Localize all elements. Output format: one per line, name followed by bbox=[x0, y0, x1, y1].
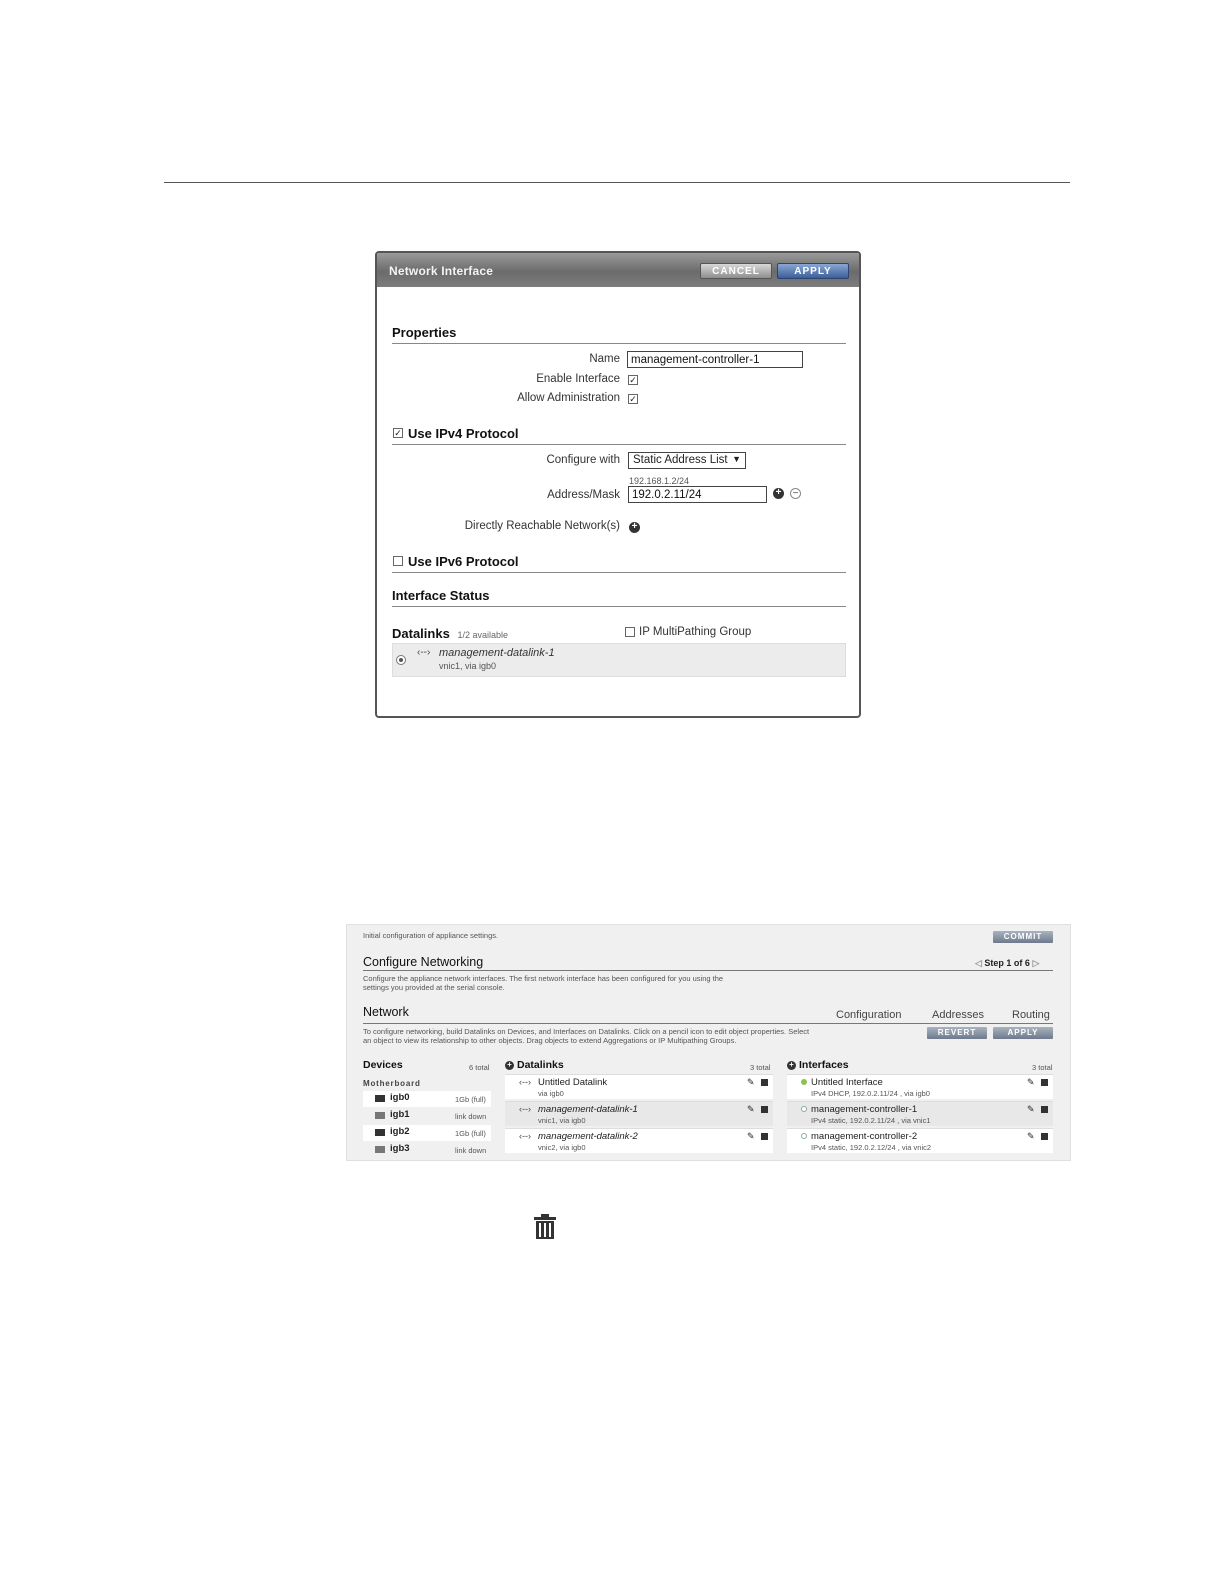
network-apply-button[interactable]: APPLY bbox=[993, 1027, 1053, 1039]
revert-button[interactable]: REVERT bbox=[927, 1027, 987, 1039]
interface-card-name: Untitled Interface bbox=[811, 1077, 883, 1088]
remove-address-icon[interactable]: − bbox=[790, 488, 801, 499]
interfaces-col-heading: Interfaces bbox=[799, 1059, 849, 1071]
datalink-icon: ‹--› bbox=[417, 647, 431, 658]
next-step-icon[interactable]: ▷ bbox=[1029, 958, 1040, 968]
trash-icon[interactable] bbox=[761, 1079, 768, 1086]
datalink-icon: ‹--› bbox=[519, 1077, 531, 1087]
description-line1: Configure the appliance network interfaces. The first network interface has been configured for you using the bbox=[363, 974, 724, 983]
port-down-icon bbox=[375, 1146, 385, 1153]
datalinks-heading bbox=[392, 626, 846, 644]
enable-interface-checkbox[interactable]: ✓ bbox=[629, 375, 637, 385]
ipv4-heading: Use IPv4 Protocol bbox=[392, 426, 846, 445]
enable-interface-label: Enable Interface bbox=[536, 373, 620, 385]
pencil-icon[interactable]: ✎ bbox=[747, 1104, 755, 1114]
datalink-name: management-datalink-1 bbox=[439, 647, 555, 659]
help-line2: an object to view its relationship to other objects. Drag objects to extend Aggregations or IP Multipathing Groups. bbox=[363, 1036, 737, 1045]
interface-status-heading: Interface Status bbox=[392, 588, 846, 607]
trash-icon[interactable] bbox=[761, 1133, 768, 1140]
step-text: Step 1 of 6 bbox=[984, 958, 1030, 968]
dialog-titlebar bbox=[377, 253, 859, 287]
cancel-button[interactable]: CANCEL bbox=[700, 263, 772, 279]
allow-admin-checkbox[interactable]: ✓ bbox=[629, 394, 637, 404]
pencil-icon[interactable]: ✎ bbox=[1027, 1131, 1035, 1141]
title-divider bbox=[363, 970, 1053, 971]
datalink-card[interactable] bbox=[505, 1101, 773, 1126]
dropdown-arrow-icon: ▼ bbox=[732, 454, 741, 464]
status-led-icon bbox=[801, 1133, 807, 1139]
interfaces-total: 3 total bbox=[1032, 1063, 1053, 1072]
device-status: 1Gb (full) bbox=[455, 1095, 486, 1104]
trash-icon[interactable] bbox=[1041, 1133, 1048, 1140]
interface-card-name: management-controller-2 bbox=[811, 1131, 918, 1142]
datalink-icon: ‹--› bbox=[519, 1104, 531, 1114]
ipmp-label: IP MultiPathing Group bbox=[639, 626, 752, 638]
interface-card-detail: IPv4 static, 192.0.2.11/24 , via vnic1 bbox=[811, 1116, 931, 1125]
ipmp-checkbox[interactable] bbox=[625, 627, 635, 637]
interface-card-detail: IPv4 DHCP, 192.0.2.11/24 , via igb0 bbox=[811, 1089, 930, 1098]
datalink-row[interactable] bbox=[392, 643, 846, 677]
device-status: link down bbox=[455, 1112, 487, 1121]
port-up-icon bbox=[375, 1129, 385, 1136]
device-status: link down bbox=[455, 1146, 487, 1155]
tab-routing[interactable]: Routing bbox=[1012, 1009, 1050, 1021]
page-title: Configure Networking bbox=[363, 955, 484, 969]
status-led-icon bbox=[801, 1079, 807, 1085]
pencil-icon[interactable]: ✎ bbox=[747, 1077, 755, 1087]
address-mask-label: Address/Mask bbox=[547, 489, 620, 501]
datalinks-col-heading: Datalinks bbox=[517, 1059, 564, 1071]
step-indicator bbox=[975, 958, 1039, 969]
device-row[interactable] bbox=[363, 1108, 491, 1124]
address-hint: 192.168.1.2/24 bbox=[629, 476, 690, 486]
interface-card[interactable] bbox=[787, 1101, 1053, 1126]
network-divider bbox=[363, 1023, 1053, 1024]
description-line2: settings you provided at the serial console. bbox=[363, 983, 505, 992]
datalinks-available: 1/2 available bbox=[457, 630, 508, 640]
datalink-card-name: management-datalink-2 bbox=[538, 1131, 638, 1142]
prev-step-icon[interactable]: ◁ bbox=[975, 958, 985, 968]
device-name: igb1 bbox=[390, 1109, 410, 1120]
tab-addresses[interactable]: Addresses bbox=[932, 1009, 984, 1021]
datalink-detail: vnic1, via igb0 bbox=[439, 661, 497, 671]
interface-card[interactable] bbox=[787, 1128, 1053, 1153]
help-line1: To configure networking, build Datalinks on Devices, and Interfaces on Datalinks. Click on a pencil icon to edit object properties. Select bbox=[363, 1027, 810, 1036]
interface-card-name: management-controller-1 bbox=[811, 1104, 918, 1115]
device-row[interactable] bbox=[363, 1142, 491, 1158]
add-datalink-icon[interactable]: + bbox=[505, 1061, 514, 1070]
pencil-icon[interactable]: ✎ bbox=[1027, 1077, 1035, 1087]
device-name: igb2 bbox=[390, 1126, 410, 1137]
commit-button[interactable]: COMMIT bbox=[993, 931, 1053, 943]
pencil-icon[interactable]: ✎ bbox=[747, 1131, 755, 1141]
status-led-icon bbox=[801, 1106, 807, 1112]
configure-with-select[interactable] bbox=[628, 452, 746, 469]
datalink-card[interactable] bbox=[505, 1074, 773, 1099]
add-address-icon[interactable]: + bbox=[773, 488, 784, 499]
datalink-card-detail: via igb0 bbox=[538, 1089, 564, 1098]
configure-with-value: Static Address List bbox=[633, 454, 728, 466]
datalink-card-name: Untitled Datalink bbox=[538, 1077, 608, 1088]
datalink-icon: ‹--› bbox=[519, 1131, 531, 1141]
ipv4-checkbox[interactable]: ✓ bbox=[394, 428, 402, 438]
pencil-icon[interactable]: ✎ bbox=[1027, 1104, 1035, 1114]
datalink-radio[interactable] bbox=[396, 655, 406, 665]
name-input[interactable] bbox=[627, 351, 803, 368]
apply-button[interactable]: APPLY bbox=[777, 263, 849, 279]
interface-card[interactable] bbox=[787, 1074, 1053, 1099]
trash-icon[interactable] bbox=[761, 1106, 768, 1113]
reachable-networks-label: Directly Reachable Network(s) bbox=[464, 520, 620, 532]
devices-heading: Devices bbox=[363, 1059, 403, 1071]
configure-networking-panel bbox=[346, 924, 1071, 1161]
datalinks-total: 3 total bbox=[750, 1063, 771, 1072]
trash-icon[interactable] bbox=[1041, 1106, 1048, 1113]
device-name: igb0 bbox=[390, 1092, 410, 1103]
devices-total: 6 total bbox=[469, 1063, 490, 1072]
ipv6-heading: Use IPv6 Protocol bbox=[392, 554, 846, 573]
dialog-title: Network Interface bbox=[389, 264, 494, 278]
trash-icon bbox=[533, 1214, 557, 1240]
name-label: Name bbox=[589, 353, 620, 365]
properties-heading: Properties bbox=[392, 325, 846, 344]
port-up-icon bbox=[375, 1095, 385, 1102]
datalink-card-name: management-datalink-1 bbox=[538, 1104, 638, 1115]
trash-icon[interactable] bbox=[1041, 1079, 1048, 1086]
tab-configuration[interactable]: Configuration bbox=[836, 1009, 902, 1021]
datalink-card-detail: vnic1, via igb0 bbox=[538, 1116, 586, 1125]
page-divider bbox=[164, 182, 1070, 183]
datalinks-title: Datalinks bbox=[392, 626, 450, 641]
allow-admin-label: Allow Administration bbox=[517, 392, 620, 404]
datalink-card[interactable] bbox=[505, 1128, 773, 1153]
device-name: igb3 bbox=[390, 1143, 410, 1154]
device-row[interactable] bbox=[363, 1091, 491, 1107]
address-mask-input[interactable] bbox=[628, 486, 767, 503]
motherboard-label: Motherboard bbox=[363, 1079, 421, 1088]
network-interface-dialog bbox=[375, 251, 861, 718]
device-row[interactable] bbox=[363, 1125, 491, 1141]
interface-card-detail: IPv4 static, 192.0.2.12/24 , via vnic2 bbox=[811, 1143, 932, 1152]
add-network-icon[interactable]: + bbox=[629, 522, 640, 533]
network-heading: Network bbox=[363, 1005, 409, 1019]
add-interface-icon[interactable]: + bbox=[787, 1061, 796, 1070]
device-status: 1Gb (full) bbox=[455, 1129, 486, 1138]
configure-with-label: Configure with bbox=[546, 454, 620, 466]
port-down-icon bbox=[375, 1112, 385, 1119]
intro-text: Initial configuration of appliance settings. bbox=[363, 931, 499, 940]
datalink-card-detail: vnic2, via igb0 bbox=[538, 1143, 586, 1152]
